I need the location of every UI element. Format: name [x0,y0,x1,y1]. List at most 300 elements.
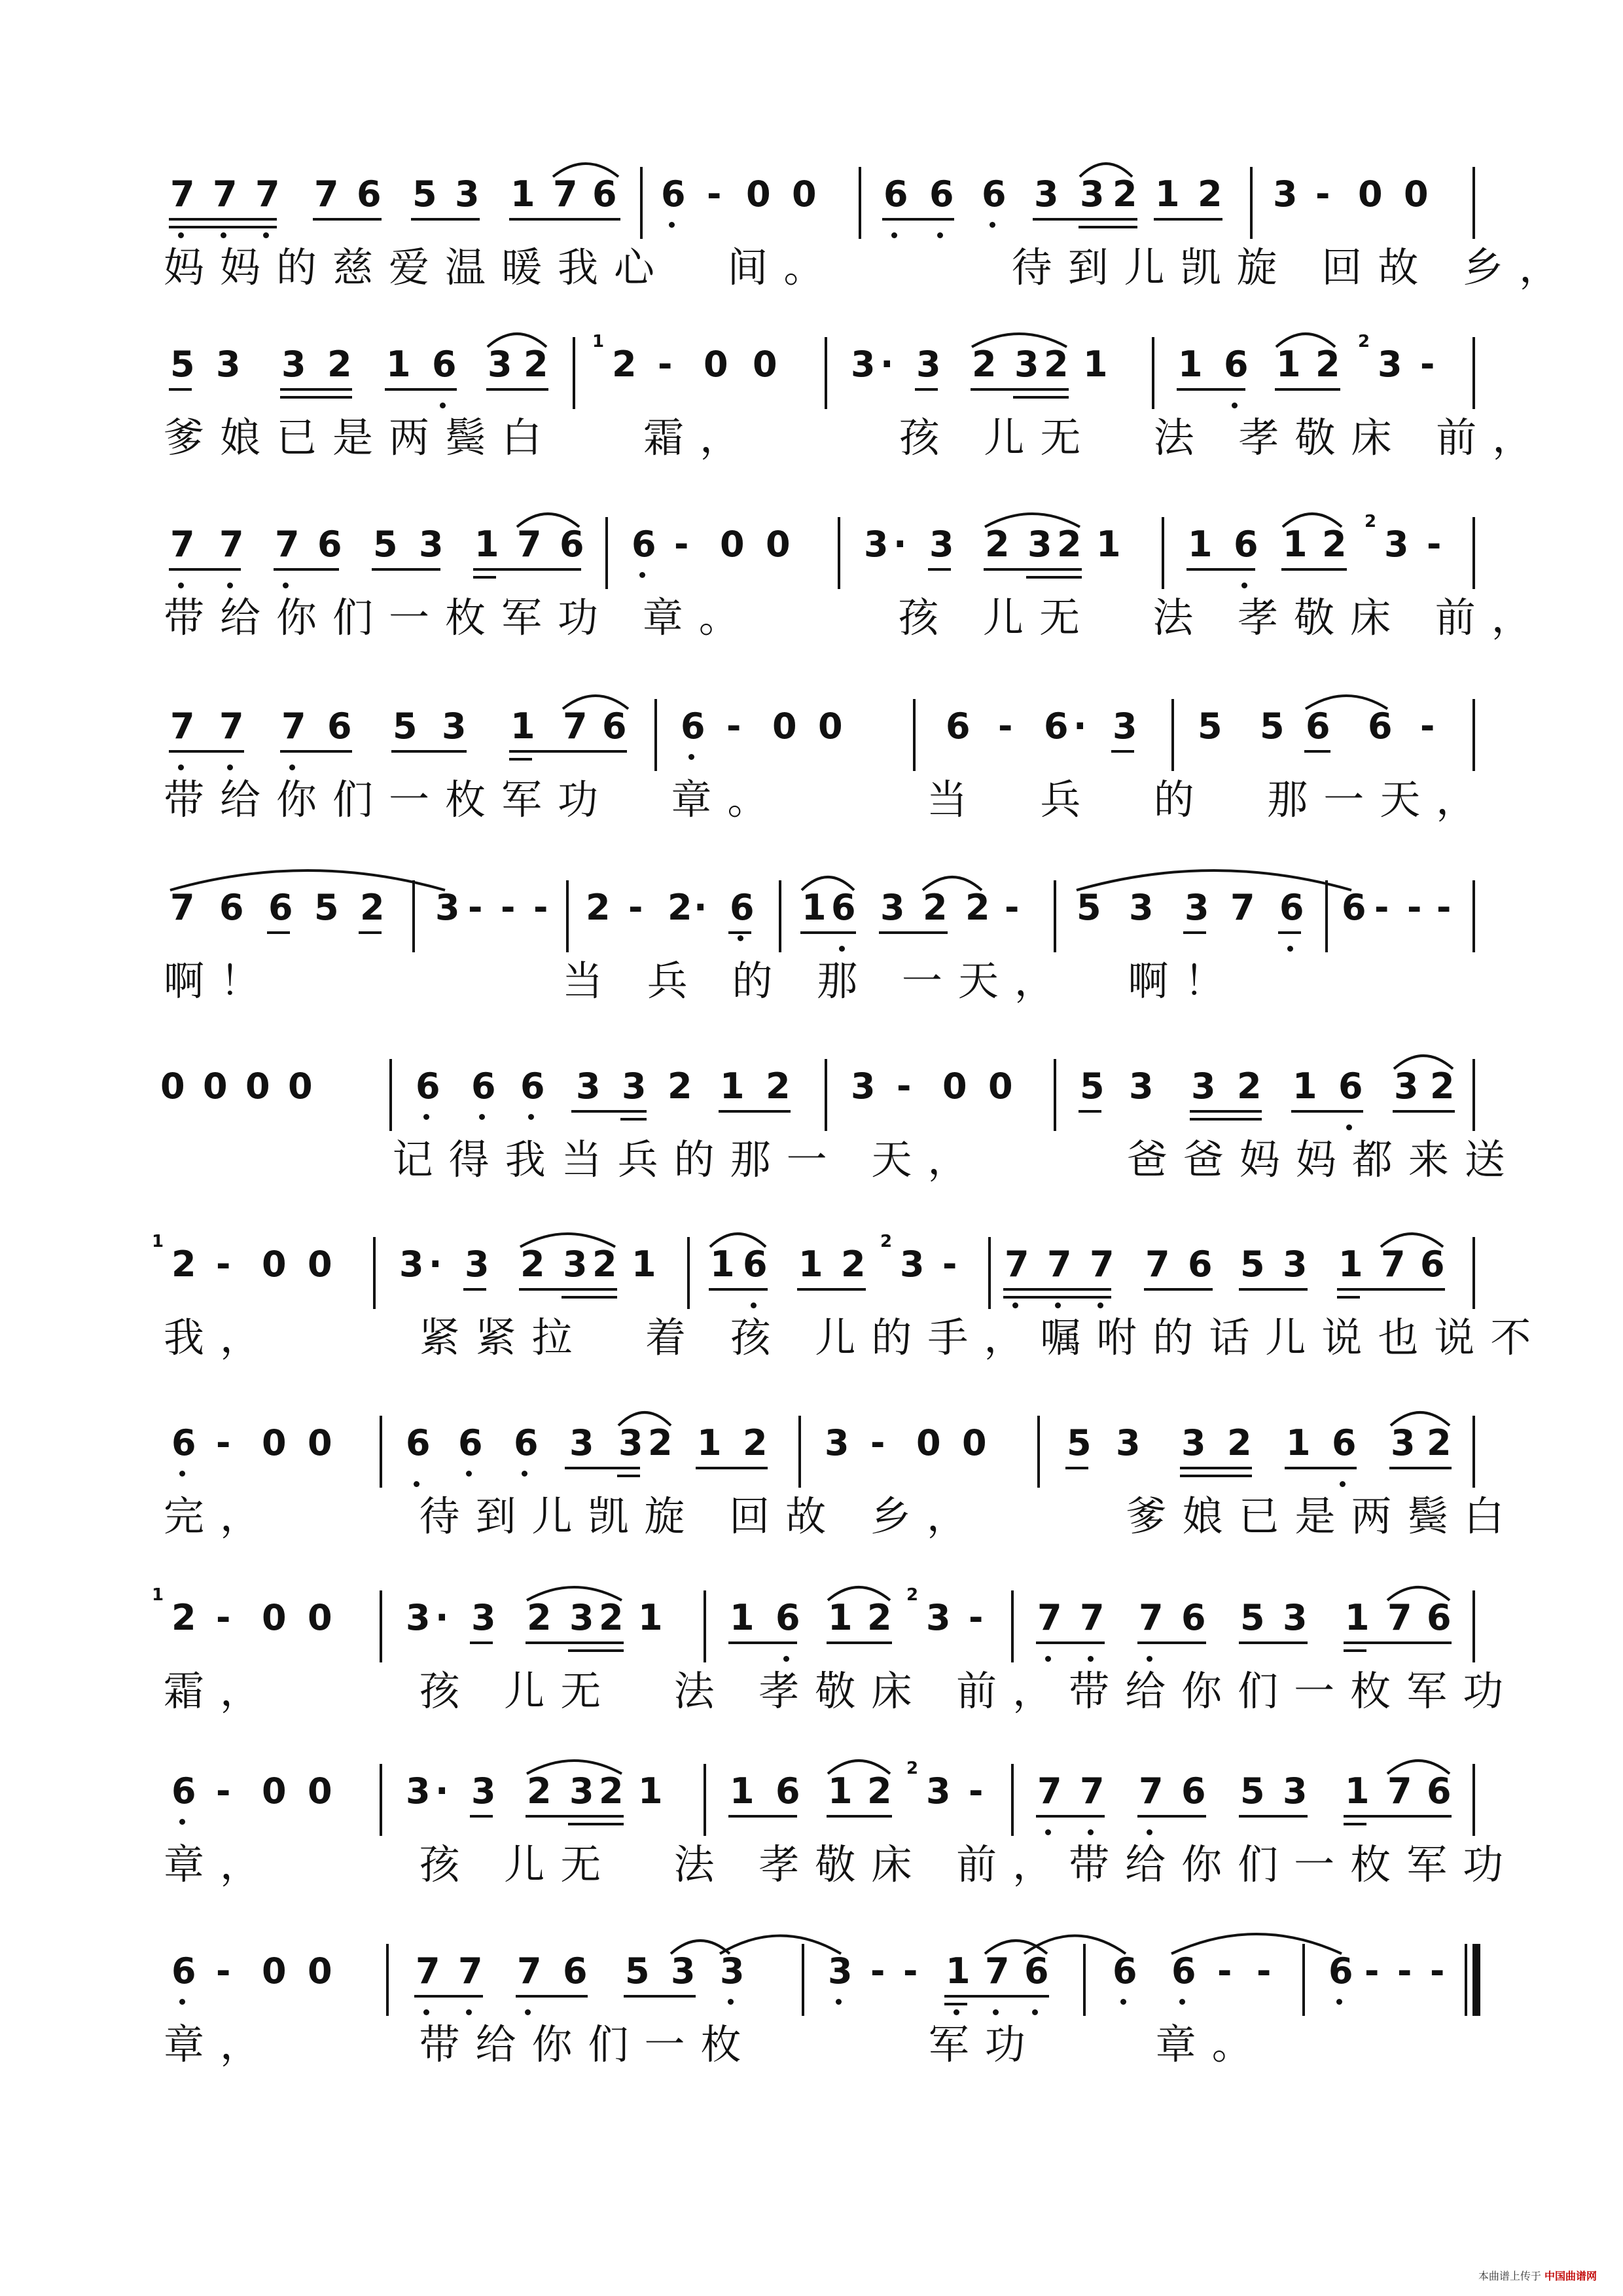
note: 7 [1139,1770,1164,1812]
beam [1344,1815,1452,1818]
beam [882,218,954,221]
beam [1239,1641,1308,1644]
note: 1 [1276,344,1301,385]
note: 7 [563,706,588,747]
beam [1183,931,1206,934]
note: 5 [1198,706,1222,747]
note: 6 [1188,1244,1213,1285]
slur [560,686,632,712]
note: 2 [527,1597,552,1638]
note: 3 [622,1066,647,1107]
beam [1337,1296,1360,1299]
note: 6 [1044,706,1069,747]
dash: - [1407,887,1422,928]
octave-dot [1088,1656,1094,1662]
barline [1037,1416,1040,1488]
barline [825,1059,827,1131]
barline [1152,337,1154,409]
note: 3 [406,1770,431,1812]
note: 6 [514,1422,539,1463]
rest: 0 [262,1950,287,1992]
octave-dot [414,1481,419,1487]
note: 7 [416,1950,440,1992]
lyrics-line-7: 我， 紧紧拉 着 孩 儿的手，嘱咐的话儿说也说不 [164,1314,1547,1361]
beam [1281,568,1347,571]
slur [707,1224,769,1250]
note: 3 [1283,1244,1308,1285]
note: 7 [1139,1597,1164,1638]
beam [728,1641,797,1644]
aug-dot: · [880,344,894,385]
slur [1302,686,1391,712]
beam [728,1815,797,1818]
grace-note: 2 [880,1232,893,1251]
note: 1 [697,1422,722,1463]
note: 7 [553,173,578,215]
note: 6 [1332,1422,1357,1463]
beam [470,1815,493,1818]
note: 7 [1387,1597,1412,1638]
note: 7 [1080,1597,1105,1638]
note: 2 [1315,344,1340,385]
slur [484,324,550,350]
note: 3 [916,344,941,385]
beam [1344,1823,1366,1825]
beam [915,388,938,391]
note: 6 [776,1770,800,1812]
barline [913,699,916,771]
beam [280,396,352,399]
note: 2 [527,1770,552,1812]
note: 5 [1260,706,1285,747]
note: 6 [1306,706,1330,747]
footer-site-name[interactable]: 中国曲谱网 [1544,2270,1597,2282]
beam [1180,1475,1252,1477]
slur [798,867,857,893]
slur [825,1577,893,1604]
octave-dot [1241,583,1247,588]
note: 6 [219,887,244,928]
beam [1111,750,1134,753]
barline [380,1416,382,1488]
note: 7 [1037,1770,1062,1812]
beam [1190,1118,1262,1121]
note: 3 [406,1597,431,1638]
octave-dot [178,232,184,238]
note: 1 [730,1597,755,1638]
beam [984,568,1082,571]
lyrics-line-4: 带给你们一枚军功 章。 当 兵 的 那一天， [164,776,1493,823]
rest: 0 [262,1770,287,1812]
note: 2 [867,1597,892,1638]
note: 3 [720,1950,745,1992]
note: 1 [946,1950,971,1992]
note: 1 [474,524,499,565]
beam [571,1110,647,1113]
note: 6 [317,524,342,565]
beam [944,1995,1049,1998]
beam [1190,1110,1262,1113]
note: 7 [1090,1244,1115,1285]
note: 3 [488,344,512,385]
beam [1137,1641,1206,1644]
note: 7 [1047,1244,1072,1285]
barline [825,337,827,409]
note: 6 [327,706,352,747]
note: 1 [632,1244,656,1285]
note: 2 [524,344,548,385]
beam [526,1641,624,1644]
note: 3 [1283,1770,1308,1812]
note: 1 [1286,1422,1311,1463]
note: 2 [1057,524,1082,565]
note: 6 [743,1244,768,1285]
rest: 0 [1358,173,1383,215]
dash: - [468,887,483,928]
beam [280,388,352,391]
beam [827,1815,892,1818]
footer-upload-text: 本曲谱上传于 [1478,2270,1541,2282]
beam [414,1995,483,1998]
note: 3 [399,1244,424,1285]
note: 5 [1240,1770,1265,1812]
note: 2 [743,1422,768,1463]
note: 6 [171,1950,196,1992]
note: 5 [393,706,418,747]
rest: 0 [988,1066,1013,1107]
note: 7 [170,173,195,215]
note: 2 [1113,173,1137,215]
note: 7 [213,173,238,215]
note: 2 [766,1066,791,1107]
beam [1186,568,1255,571]
octave-dot [1232,403,1238,408]
dash: - [1420,706,1435,747]
note: 6 [1329,1950,1353,1992]
slur [969,324,1070,350]
beam [473,568,581,571]
beam [1079,226,1137,228]
octave-dot [178,764,184,770]
barline [566,880,569,952]
barline [389,1059,392,1131]
note: 1 [510,173,535,215]
beam [391,750,467,753]
note: 3 [1394,1066,1419,1107]
note: 2 [648,1422,673,1463]
octave-dot [466,2009,472,2015]
note: 6 [520,1066,545,1107]
octave-dot [221,232,226,238]
note: 5 [1240,1244,1265,1285]
note: 5 [1077,887,1101,928]
grace-note: 2 [1358,332,1370,351]
rest: 0 [942,1066,967,1107]
note: 3 [929,524,954,565]
note: 1 [720,1066,745,1107]
rest: 0 [720,524,745,565]
barline [1472,1416,1475,1488]
beam [486,388,548,391]
slur [1384,1577,1453,1604]
barline [1054,880,1056,952]
beam [169,226,277,228]
aug-dot: · [1073,706,1087,747]
note: 3 [828,1950,853,1992]
barline [380,1590,382,1662]
octave-dot [891,232,897,238]
note: 7 [1230,887,1255,928]
dash: - [1005,887,1020,928]
slur [517,1224,618,1250]
beam [169,568,241,571]
note: 2 [599,1770,624,1812]
beam [928,568,951,571]
rest: 0 [308,1422,332,1463]
beam [1177,388,1245,391]
lyrics-line-5: 啊！ 当 兵 的 那 一天， 啊！ [164,957,1241,1005]
dash: - [216,1770,231,1812]
octave-dot [423,1114,429,1120]
barline [1011,1764,1014,1836]
note: 6 [681,706,705,747]
beam [1344,1641,1452,1644]
barline [654,699,657,771]
barline [704,1764,706,1836]
beam [509,758,532,761]
beam [1285,1467,1357,1469]
note: 2 [965,887,990,928]
note: 3 [1027,524,1052,565]
note: 1 [798,1244,823,1285]
note: 3 [471,1597,496,1638]
note: 3 [1185,887,1209,928]
note: 6 [1427,1770,1452,1812]
note: 6 [602,706,627,747]
beam [1389,1467,1452,1469]
rest: 0 [308,1244,332,1285]
octave-dot [738,935,743,941]
note: 5 [1080,1066,1105,1107]
dash: - [628,887,643,928]
note: 7 [1005,1244,1029,1285]
octave-dot [283,583,289,588]
barline [380,1764,382,1836]
lyrics-line-8: 完， 待到儿凯旋 回故 乡， 爹娘已是两鬓白 [164,1492,1520,1540]
note: 6 [883,173,908,215]
beam [1013,396,1069,399]
note: 3 [419,524,444,565]
dash: - [897,1066,912,1107]
note: 1 [1293,1066,1317,1107]
slur [982,504,1083,530]
beam [696,1467,768,1469]
octave-dot [954,2009,959,2015]
beam [1239,1815,1308,1818]
octave-dot [839,946,845,952]
note: 6 [268,887,293,928]
grace-note: 1 [592,332,605,351]
barline [573,337,575,409]
beam [1003,1288,1111,1291]
beam [1137,1815,1206,1818]
dash: - [1436,887,1452,928]
rest: 0 [262,1422,287,1463]
note: 2 [327,344,352,385]
rest: 0 [962,1422,987,1463]
beam [827,1641,892,1644]
note: 3 [455,173,480,215]
note: 7 [1080,1770,1105,1812]
barline [1472,699,1475,771]
octave-dot [466,1471,472,1477]
rest: 0 [308,1950,332,1992]
note: 3 [569,1422,594,1463]
octave-dot [1147,1656,1152,1662]
note: 3 [851,1066,876,1107]
barline [779,880,781,952]
aug-dot: · [893,524,907,565]
slur [919,867,985,893]
note: 6 [831,887,856,928]
slur [167,861,448,893]
slur [825,1751,893,1777]
octave-dot [1045,1656,1051,1662]
octave-dot [1097,1302,1103,1308]
barline [1472,1590,1475,1662]
dash: - [998,706,1013,747]
note: 7 [170,706,195,747]
lyrics-line-10: 章， 孩 儿无 法 孝敬床 前，带给你们一枚军功 [164,1840,1520,1888]
note: 3 [435,887,460,928]
barline [838,517,840,589]
note: 3 [900,1244,925,1285]
note: 1 [1178,344,1203,385]
rest: 0 [818,706,843,747]
aug-dot: · [694,887,707,928]
slur [1073,861,1355,893]
dash: - [726,706,741,747]
note: 3 [1391,1422,1416,1463]
beam [169,218,277,221]
octave-dot [1346,1124,1352,1130]
rest: 0 [262,1244,287,1285]
note: 7 [517,524,542,565]
note: 2 [841,1244,866,1285]
lyrics-line-9: 霜， 孩 儿无 法 孝敬床 前，带给你们一枚军功 [164,1667,1520,1715]
note: 3 [1014,344,1039,385]
note: 7 [170,887,195,928]
note: 6 [929,173,954,215]
dash: - [1397,1950,1412,1992]
note: 6 [632,524,656,565]
octave-dot [227,764,233,770]
octave-dot [728,1999,734,2005]
octave-dot [522,1471,527,1477]
octave-dot [525,2009,531,2015]
barline [640,167,643,239]
octave-dot [990,222,995,228]
note: 6 [592,173,617,215]
note: 3 [851,344,876,385]
beam [568,1823,624,1825]
note: 5 [170,344,195,385]
lyrics-line-11: 章， 带给你们一枚 军功 章。 [164,2020,1268,2068]
slur [524,1577,625,1604]
rest: 0 [916,1422,941,1463]
rest: 0 [772,706,797,747]
octave-dot [179,1471,185,1477]
note: 6 [730,887,755,928]
note: 3 [1129,1066,1154,1107]
dash: - [870,1950,885,1992]
note: 7 [170,524,195,565]
note: 2 [520,1244,545,1285]
octave-dot [1287,946,1293,952]
rest: 0 [704,344,728,385]
note: 7 [255,173,280,215]
beam [526,1815,624,1818]
beam [1036,1641,1105,1644]
rest: 0 [203,1066,228,1107]
note: 1 [828,1770,853,1812]
beam [1003,1296,1111,1299]
note: 1 [638,1770,663,1812]
dash: - [674,524,689,565]
rest: 0 [766,524,791,565]
beam [470,1641,493,1644]
note: 6 [1024,1950,1049,1992]
note: 1 [828,1597,853,1638]
beam [1304,750,1330,753]
note: 7 [458,1950,483,1992]
note: 5 [373,524,398,565]
note: 6 [171,1422,196,1463]
barline [1472,1237,1475,1309]
beam [473,576,496,579]
note: 5 [412,173,437,215]
note: 2 [171,1597,196,1638]
note: 6 [1342,887,1366,928]
aug-dot: · [435,1770,449,1812]
note: 2 [1198,173,1222,215]
note: 7 [281,706,306,747]
octave-dot [1032,2009,1038,2015]
barline [1472,167,1475,239]
octave-dot [1336,1999,1342,2005]
beam [385,388,457,391]
octave-dot [179,1999,185,2005]
beam [1337,1288,1445,1291]
octave-dot [937,232,943,238]
note: 2 [1427,1422,1452,1463]
rest: 0 [245,1066,270,1107]
barline [988,1237,991,1309]
dash: - [942,1244,957,1285]
beam [1344,1649,1366,1652]
note: 1 [802,887,827,928]
beam [169,388,192,391]
dash: - [969,1770,984,1812]
octave-dot [179,1819,185,1825]
beam [565,1467,640,1469]
lyrics-line-6: 记得我当兵的那一 天， 爸爸妈妈都来送 [164,1136,1521,1183]
final-barline-thin [1465,1944,1467,2016]
note: 6 [1113,1950,1137,1992]
dash: - [1217,1950,1232,1992]
note: 7 [517,1950,542,1992]
beam [617,1475,640,1477]
